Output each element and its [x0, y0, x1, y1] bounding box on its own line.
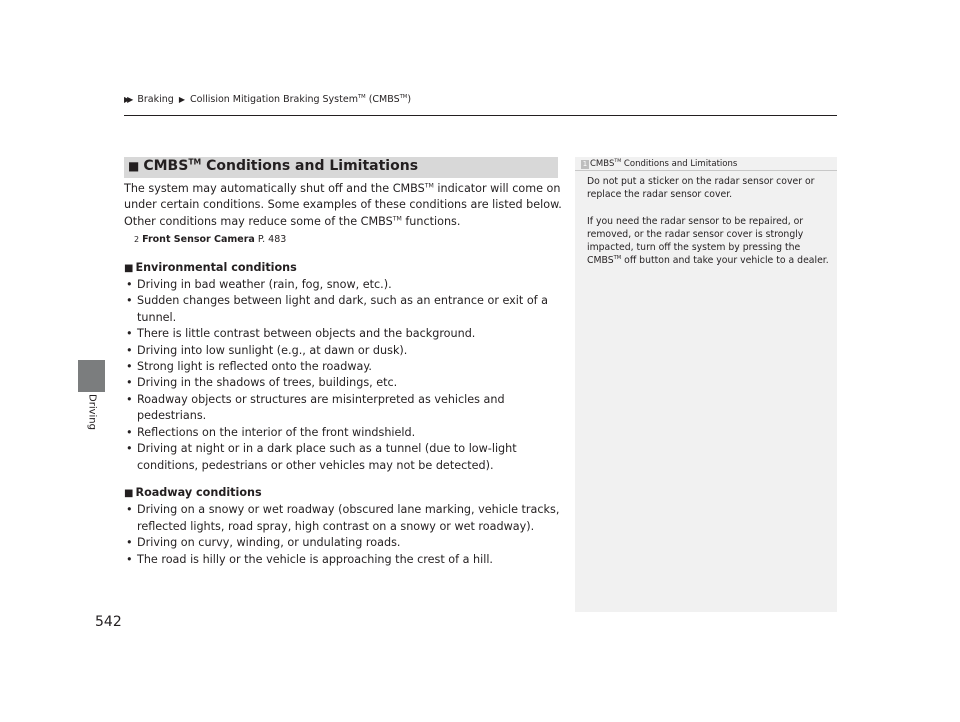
list-item: • Driving on a snowy or wet roadway (obscured lane marking, vehicle tracks, reflected lights, road spray, high contrast on a snowy or wet roadway).	[124, 502, 564, 535]
list-item: • The road is hilly or the vehicle is approaching the crest of a hill.	[124, 552, 564, 568]
breadcrumb-item-cmbs[interactable]	[190, 94, 411, 105]
intro-paragraph	[124, 181, 564, 230]
list-item: • There is little contrast between objects and the background.	[124, 326, 564, 342]
roadway-heading	[124, 485, 564, 502]
intro-text-3: functions.	[401, 214, 461, 228]
black-square-icon: ■	[124, 262, 134, 274]
cross-reference-icon: 2	[134, 235, 140, 245]
environmental-heading-text: Environmental conditions	[135, 260, 297, 274]
note-title	[581, 159, 737, 169]
list-item: • Driving in the shadows of trees, buildings, etc.	[124, 375, 564, 391]
breadcrumb-cmbs-text: Collision Mitigation Braking System	[190, 94, 358, 105]
black-square-icon: ■	[124, 487, 134, 499]
page-number: 542	[95, 614, 122, 630]
trademark: TM	[399, 93, 408, 100]
intro-text-1: The system may automatically shut off and the CMBS	[124, 182, 425, 195]
trademark: TM	[188, 157, 202, 167]
xref-label: Front Sensor Camera	[142, 234, 255, 246]
environmental-list	[124, 277, 564, 474]
note-divider	[575, 170, 837, 171]
xref-front-sensor-camera[interactable]	[134, 232, 564, 248]
list-item: • Driving in bad weather (rain, fog, snow, etc.).	[124, 277, 564, 293]
breadcrumb	[124, 94, 411, 105]
note-reference-icon: 1	[582, 160, 588, 168]
note-panel	[575, 157, 837, 612]
trademark: TM	[424, 182, 434, 190]
note-title-suffix: Conditions and Limitations	[621, 159, 738, 169]
section-header	[124, 157, 558, 178]
main-content	[124, 181, 564, 568]
roadway-list	[124, 502, 564, 568]
breadcrumb-cmbs-mid: (CMBS	[365, 94, 400, 105]
note-body	[587, 175, 832, 281]
list-item: • Roadway objects or structures are misinterpreted as vehicles and pedestrians.	[124, 392, 564, 425]
note-text-1: If you need the radar sensor to be repaired, or removed, or the radar sensor cover is strongly impacted, turn off the system by pressing the CMBS	[587, 215, 804, 267]
list-item: • Driving into low sunlight (e.g., at dawn or dusk).	[124, 343, 564, 359]
chapter-tab	[78, 360, 105, 392]
trademark: TM	[357, 93, 366, 100]
breadcrumb-arrow-icon: ▶▶	[124, 95, 131, 104]
trademark: TM	[614, 159, 622, 165]
breadcrumb-item-braking[interactable]: Braking	[137, 94, 174, 105]
note-text-2: off button and take your vehicle to a dealer.	[621, 255, 829, 267]
list-item: • Sudden changes between light and dark, such as an entrance or exit of a tunnel.	[124, 293, 564, 326]
section-title	[128, 158, 418, 174]
breadcrumb-separator-icon: ▶	[178, 95, 185, 104]
list-item: • Driving on curvy, winding, or undulating roads.	[124, 535, 564, 551]
list-item: • Driving at night or in a dark place such as a tunnel (due to low-light conditions, pedestrians or other vehicles may not be detected).	[124, 441, 564, 474]
list-item: • Strong light is reflected onto the roadway.	[124, 359, 564, 375]
trademark: TM	[613, 255, 622, 262]
section-title-suffix: Conditions and Limitations	[201, 158, 419, 174]
note-title-prefix: CMBS	[590, 159, 615, 169]
environmental-heading	[124, 260, 564, 277]
intro-text-2: indicator will come on under certain conditions. Some examples of these conditions are listed below. Other conditions may reduce some of the CMBS	[124, 182, 562, 228]
note-paragraph-1: Do not put a sticker on the radar sensor cover or replace the radar sensor cover.	[587, 176, 815, 201]
roadway-heading-text: Roadway conditions	[135, 485, 262, 499]
list-item: • Reflections on the interior of the front windshield.	[124, 425, 564, 441]
section-title-prefix: CMBS	[143, 158, 189, 174]
breadcrumb-cmbs-suffix: )	[407, 94, 412, 105]
header-rule	[124, 115, 837, 116]
black-square-icon: ■	[128, 159, 140, 173]
trademark: TM	[392, 215, 402, 223]
note-paragraph-2	[587, 215, 832, 268]
xref-page: P. 483	[257, 234, 287, 246]
chapter-label: Driving	[86, 394, 98, 430]
